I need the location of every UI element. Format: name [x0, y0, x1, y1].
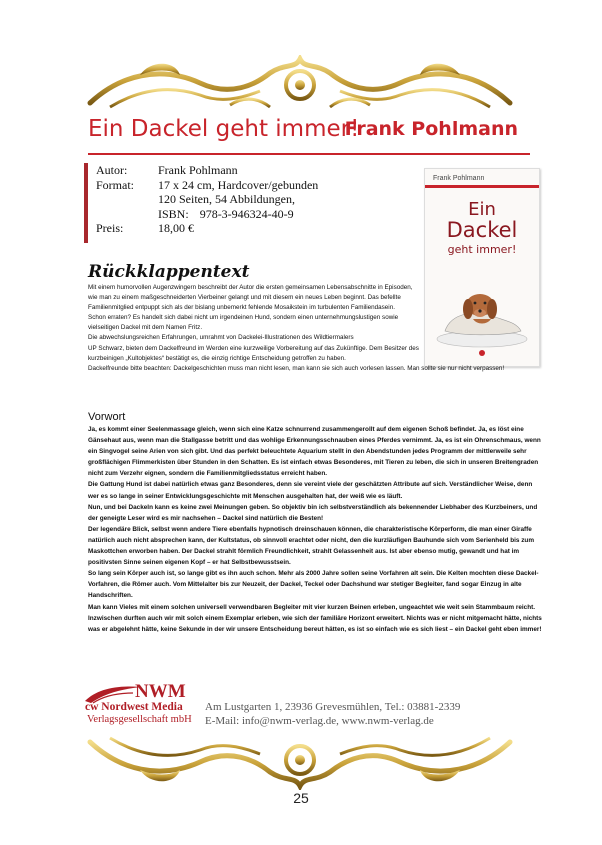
cover-title-line3: geht immer! [447, 243, 517, 256]
rueckklappentext-paragraph: Schon erraten? Es handelt sich dabei nicht um irgendeinen Hund, sondern einen unternehmungslustigen sowie vielseitigen Dackel mit dem Namen Fritz. [88, 314, 399, 332]
dachshund-illustration [425, 261, 539, 366]
format-value-line2: 120 Seiten, 54 Abbildungen, [158, 192, 295, 206]
rueckklappentext-paragraph: Mit einem humorvollen Augenzwingern beschreibt der Autor die ersten gemeinsamen Lebensabschnitte in Episoden, wie man zu einem maßgeschneiderten Vierbeiner gelangt und mit diesem ein neues Leben beginnt. Das befellte Familienmitglied entpuppt sich als der bislang unbemerkt fehlende Mosaikstein im turbulenten Familiendasein. [88, 284, 413, 312]
price-label: Preis: [96, 221, 124, 235]
publisher-contact: E-Mail: info@nwm-verlag.de, www.nwm-verlag.de [205, 715, 434, 727]
cover-title-line1: Ein [468, 199, 496, 220]
cover-author: Frank Pohlmann [433, 175, 485, 182]
vorwort-paragraph: Der legendäre Blick, selbst wenn andere Tiere ebenfalls hypnotisch dreinschauen können, die charakteristische Körperform, die man einer Giraffe natürlich auch nicht absprechen kann, der Kultstatus, ob sinnvoll erachtet oder nicht, den die kurzläufigen Bauhunde sich vom Serienheld bis zum Maskottchen erworben haben. Der Dackel strahlt förmlich Freundlichkeit, strahlt Gelassenheit aus. Ist aber ebenso mutig, gewandt und hat im positivsten Sinne seinen eigenen Kopf – er hat Selbstbewusstsein. [88, 525, 535, 567]
vorwort-heading: Vorwort [88, 411, 126, 423]
cover-title-line2: Dackel [446, 218, 518, 242]
isbn-value: 978-3-946324-40-9 [199, 206, 294, 221]
cover-red-bar [425, 185, 539, 188]
vorwort-paragraph: Nun, und bei Dackeln kann es keine zwei Meinungen geben. So objektiv bin ich selbstverständlich als bekennender Liebhaber des Kurzbeiners, und der geneigte Leser wird es mir nachsehen – Dackel sind natürlich die Besten! [88, 503, 538, 522]
publisher-address: Am Lustgarten 1, 23936 Grevesmühlen, Tel.: 03881-2339 [205, 701, 461, 713]
title-row [88, 116, 518, 150]
vorwort-paragraph: So lang sein Körper auch ist, so lange gibt es ihn auch schon. Mehr als 2000 Jahre sollen seine Vorfahren alt sein. Die Kelten mochten diese Dackel-Vorfahren, die Römer auch. Vom Mittelalter bis zur Neuzeit, der Dackel, Teckel oder Dachshund war stetiger Begleiter, fand sogar Einzug in alte Handschriften. [88, 570, 539, 600]
isbn-label: ISBN: [158, 206, 189, 221]
book-info-block [84, 163, 396, 243]
author-heading: Frank Pohlmann [344, 118, 518, 140]
format-label: Format: [96, 177, 134, 192]
rueckklappentext-heading: Rückklappentext [88, 262, 250, 282]
decorative-ornament-top [80, 55, 520, 115]
rueckklappentext-body [88, 283, 505, 374]
publisher-logo [83, 683, 201, 731]
logo-publisher-sub: Verlagsgesellschaft mbH [87, 714, 192, 725]
price-value: 18,00 € [158, 221, 194, 235]
vorwort-paragraph: Die Gattung Hund ist dabei natürlich etwas ganz Besonderes, denn sie vereint viele der geschätzten Attribute auf sich. Verständlicher Weise, denn wer es so lange in seiner Entwicklungsgeschichte mit Menschen ausgehalten hat, der weiß wie es läuft. [88, 481, 533, 500]
decorative-ornament-bottom [80, 730, 520, 790]
book-cover-image [424, 168, 540, 367]
title-divider [88, 153, 530, 155]
format-value-line1: 17 x 24 cm, Hardcover/gebunden [158, 177, 319, 192]
vorwort-paragraph: Man kann Vieles mit einem solchen universell verwendbaren Begleiter mit vier kurzen Beinen erleben, ungeachtet wie weit sein Stammbaum reicht. [88, 603, 536, 611]
author-label: Autor: [96, 163, 128, 177]
vorwort-paragraph: Inzwischen durften auch wir mit solch einem Exemplar erleben, wie sich der familiäre Horizont erweitert. Nichts was er nicht mitgemacht hätte, nichts was er abgelehnt hätte, keine Sekunde in der wir unsere Entscheidung bereut hätten, es ist so einfach wie es sich liest – ein Dackel geht eben immer! [88, 614, 542, 633]
book-title: Ein Dackel geht immer! [88, 116, 360, 142]
vorwort-paragraph: Ja, es kommt einer Seelenmassage gleich, wenn sich eine Katze schnurrend zusammengerollt auf dem eigenen Schoß befindet. Ja, es löst eine Gänsehaut aus, wenn man die Stallgasse betritt und das wohlige Erkennungsschnauben eines Pferdes vernimmt. Ja, es ist ein Ohrenschmaus, wenn ein Singvogel seine Arien von sich gibt. Und das perfekt beleuchtete Aquarium stellt in den Abendstunden jedes Programm der mittlerweile sehr großflächigen Flimmerkisten über Stunden in den Schatten. Es ist einfach etwas Besonderes, mit Tieren zu leben, die sich in unseren Breitengraden nicht zum Verzehr eignen, sondern die Familienmitgliedsstatus erreicht haben. [88, 426, 541, 478]
logo-nwm: NWM [135, 681, 186, 702]
logo-publisher-name: cw Nordwest Media [85, 701, 183, 713]
page-number: 25 [293, 790, 309, 806]
rueckklappentext-paragraph: Dackelfreunde bitte beachten: Dackelgeschichten muss man nicht lesen, man kann sie sich auch vorlesen lassen. Man sollte sie nur nicht verpassen! [88, 364, 505, 372]
author-value: Frank Pohlmann [158, 163, 238, 177]
vorwort-body [88, 424, 544, 635]
rueckklappentext-paragraph: UP Schwarz, bieten dem Dackelfreund im Werden eine kurzweilige Vorbereitung auf das Zukünftige. Dem Besitzer des kurzbeinigen „Kultobjektes“ bestätigt es, die einzig richtige Entscheidung getroffen zu haben. [88, 344, 419, 362]
publisher-address-block [205, 700, 460, 728]
rueckklappentext-paragraph: Die abwechslungsreichen Erfahrungen, umrahmt von Dackelei-Illustrationen des Wildtiermalers [88, 334, 354, 342]
